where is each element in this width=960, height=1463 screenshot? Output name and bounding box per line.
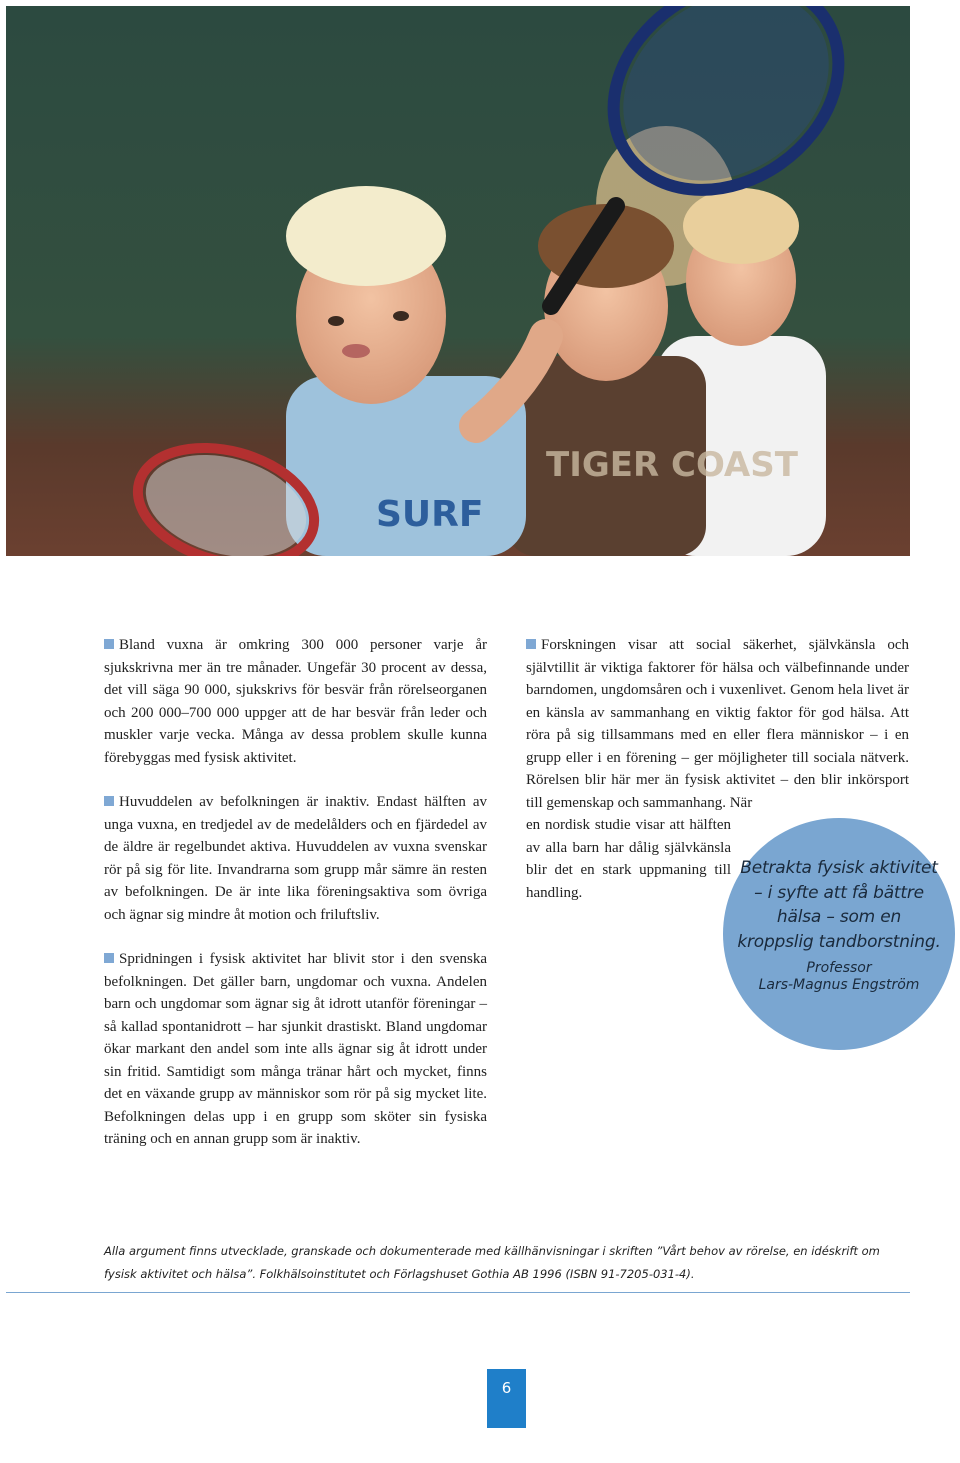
quote-author-name: Lars-Magnus Engström [758,977,920,993]
shirt2-print: TIGER COAST [546,445,798,485]
paragraph-text: en nordisk studie visar att hälften av alla barn har dålig självkänsla blir det en stark uppmaning till handling. [526,817,731,901]
quote-author-title: Professor [806,960,872,976]
paragraph-text: Huvuddelen av befolkningen är inaktiv. Endast hälften av unga vuxna, en tredjedel av de medelålders och en fjärdedel av de äldre är regelbundet aktiva. Huvuddelen av vuxna svenskar rör på sig för lite. Invandrarna som grupp mår sämre än resten av befolkningen. De är inte lika föreningsaktiva som övriga och ägnar sig mindre åt motion och friluftsliv. [104,794,487,923]
divider [6,1292,910,1293]
bullet-square-icon [104,953,114,963]
paragraph-sjukskrivna [104,634,487,769]
paragraph-forskningen [526,634,909,814]
paragraph-spridningen [104,948,487,1151]
bullet-square-icon [526,639,536,649]
footnote: Alla argument finns utvecklade, granskade och dokumenterade med källhänvisningar i skriften ”Vårt behov av rörelse, en idéskrift om fysisk aktivitet och hälsa”. Folkhälsoinstitutet och Förlagshuset Gothia AB 1996 (ISBN 91-7205-031-4). [104,1244,880,1281]
page-number: 6 [487,1369,526,1428]
bullet-square-icon [104,796,114,806]
quote-author [733,960,945,994]
paragraph-forskningen-continued [526,814,731,904]
shirt-print: SURF [376,494,484,535]
paragraph-text: Bland vuxna är omkring 300 000 personer varje år sjukskrivna mer än tre månader. Ungefär 30 procent av dessa, det vill säga 90 000, sjukskrivs för besvär från rörelseorganen och 200 000–700 000 uppger att de har besvär från leder och muskler varje vecka. Många av dessa problem skulle kunna förebyggas med fysisk aktivitet. [104,637,487,766]
photo-children-tennis [6,6,910,556]
left-column [104,634,487,1173]
paragraph-inaktiv [104,791,487,926]
quote-circle [723,818,955,1050]
paragraph-text: Spridningen i fysisk aktivitet har blivit stor i den svenska befolkningen. Det gäller barn, ungdomar och vuxna. Andelen barn och ungdomar som ägnar sig åt idrott utanför föreningar – så kallad spontanidrott – har sjunkit drastiskt. Bland ungdomar ökar markant den andel som inte alls ägnar sig åt idrott under sin fritid. Samtidigt som många tränar hårt och mycket, finns det en växande grupp av människor som rör på sig mycket lite. Befolkningen delas upp i en grupp som sköter sin fysiska träning och en annan grupp som är inaktiv. [104,951,487,1147]
bullet-square-icon [104,639,114,649]
paragraph-text: Forskningen visar att social säkerhet, självkänsla och självtillit är viktiga faktorer för hälsa och välbefinnande under barndomen, ungdomsåren och i vuxenlivet. Genom hela livet är en känsla av sammanhang en viktig faktor för god hälsa. Att röra på sig tillsammans med en eller flera människor – i en grupp eller i en förening – ger möjligheter till sociala nätverk. Rörelsen blir här mer än fysisk aktivitet – den blir inkörsport till gemenskap och sammanhang. När [526,637,909,811]
quote-text: Betrakta fysisk aktivitet – i syfte att få bättre hälsa – som en kroppslig tandborstning. [737,858,941,952]
photo-illustration [6,6,910,556]
